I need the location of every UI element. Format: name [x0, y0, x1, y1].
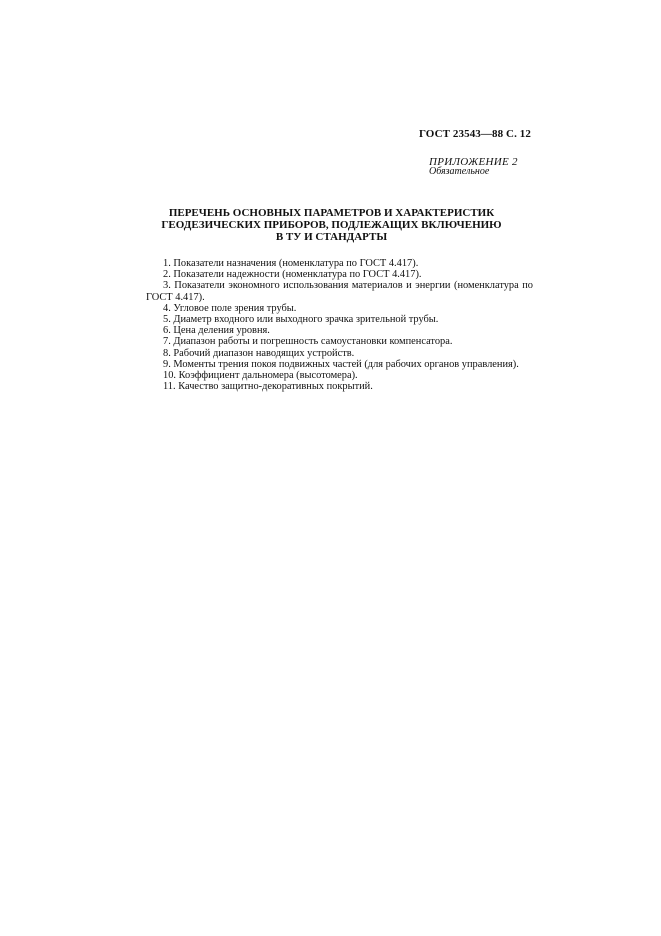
list-item: 9. Моменты трения покоя подвижных частей (для рабочих органов управления). [163, 358, 519, 370]
document-title [130, 207, 533, 243]
list-item: 1. Показатели назначения (номенклатура по ГОСТ 4.417). [163, 258, 419, 269]
appendix-status: Обязательное [429, 166, 490, 177]
list-item: 10. Коэффициент дальномера (высотомера). [163, 370, 358, 382]
list-item: 3. Показатели экономного использования материалов и энергии (номенклатура по ГОСТ 4.417). [146, 280, 533, 303]
list-item: 11. Качество защитно-декоративных покрытий. [163, 381, 373, 393]
appendix-title: ПРИЛОЖЕНИЕ 2 [429, 156, 518, 168]
appendix-label [429, 157, 518, 177]
list-item: 8. Рабочий диапазон наводящих устройств. [163, 347, 355, 359]
title-line: В ТУ И СТАНДАРТЫ [275, 231, 388, 243]
page-header: ГОСТ 23543—88 С. 12 [418, 128, 531, 140]
list-item: 6. Цена деления уровня. [163, 325, 270, 337]
list-item: 2. Показатели надежности (номенклатура по ГОСТ 4.417). [163, 269, 422, 281]
list-item: 7. Диапазон работы и погрешность самоустановки компенсатора. [163, 336, 453, 348]
parameter-list [146, 258, 533, 392]
title-line: ПЕРЕЧЕНЬ ОСНОВНЫХ ПАРАМЕТРОВ И ХАРАКТЕРИСТИК [168, 207, 495, 219]
list-item: 5. Диаметр входного или выходного зрачка зрительной трубы. [163, 314, 439, 326]
title-line: ГЕОДЕЗИЧЕСКИХ ПРИБОРОВ, ПОДЛЕЖАЩИХ ВКЛЮЧЕНИЮ [161, 219, 502, 231]
list-item: 4. Угловое поле зрения трубы. [163, 302, 297, 314]
